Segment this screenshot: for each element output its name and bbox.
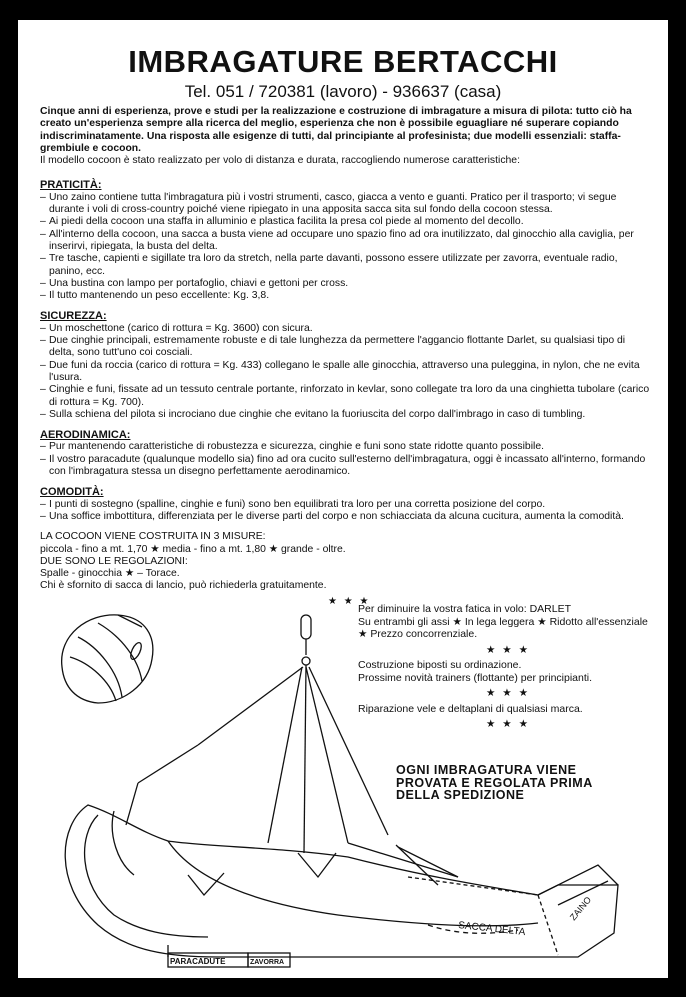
comodita-list [40, 499, 652, 524]
intro-bold-paragraph: Cinque anni di esperienza, prove e studi per la realizzazione e costruzione di imbragature a misura di pilota: tutto ciò ha creato un'esperienza sempre alla ricerca del meglio, esperienza che non è possibile eguagliare né superare copiando indiscriminatamente. Una risposta alle esigenze di tutti, dal principiante al profesinista; due modelli essenziali: staffa-grembiule e cocoon. [40, 106, 632, 154]
verified-line: DELLA SPEDIZIONE [396, 788, 525, 802]
aerodinamica-list [40, 441, 652, 478]
section-heading-praticita: PRATICITÀ: [40, 179, 102, 192]
stars-divider: ★ ★ ★ [485, 718, 531, 730]
intro-paragraph: Il modello cocoon è stato realizzato per volo di distanza e durata, raccogliendo numerose caratteristiche: [40, 155, 520, 167]
list-item: – Una bustina con lampo per portafoglio, chiavi e gettoni per cross. [40, 278, 652, 290]
list-item: – Un moschettone (carico di rottura = Kg. 3600) con sicura. [40, 323, 652, 335]
section-heading-aerodinamica: AERODINAMICA: [40, 429, 131, 442]
sizes-heading: LA COCOON VIENE COSTRUITA IN 3 MISURE: [40, 531, 266, 543]
page-title: IMBRAGATURE BERTACCHI [128, 44, 558, 79]
carabiner-drawing [301, 615, 311, 665]
list-item: – Due funi da roccia (carico di rottura = Kg. 433) collegano le spalle alle ginocchia, attraverso una puleggina, in nylon, che ne evita l'usura. [40, 360, 652, 385]
section-heading-sicurezza: SICUREZZA: [40, 310, 107, 323]
sicurezza-list [40, 323, 652, 421]
custom-note: Costruzione biposti su ordinazione. [358, 659, 522, 671]
stars-divider: ★ ★ ★ [485, 643, 531, 656]
verified-line: PROVATA E REGOLATA PRIMA [396, 775, 593, 790]
list-item: – Sulla schiena del pilota si incrociano due cinghie che evitano la fuoriuscita del corpo dall'imbrago in caso di tumbling. [40, 409, 652, 421]
darlet-line: Per diminuire la vostra fatica in volo: DARLET [358, 603, 571, 615]
parachute-pack-drawing [62, 615, 153, 703]
verification-statement [396, 764, 593, 802]
darlet-detail: Su entrambi gli assi ★ In lega leggera ★ Ridotto all'essenziale ★ Prezzo concorrenziale. [358, 615, 648, 640]
list-item: – Due cinghie principali, estremamente robuste e di tale lunghezza da permettere l'aggancio flottante Darlet, su qualsiasi tipo di delta, sono tutt'uno coi cosciali. [40, 335, 652, 360]
label-zaino: ZAINO [567, 894, 594, 923]
list-item: – Una soffice imbottitura, differenziata per le diverse parti del corpo e non schiacciata da alcuna cucitura, aumenta la comodità. [40, 511, 652, 523]
list-item: – All'interno della cocoon, una sacca a busta viene ad occupare uno spazio fino ad ora inutilizzato, dal ginocchio alla caviglia, per inserirvi, ripiegata, la busta del delta. [40, 229, 652, 254]
advertisement-page [18, 20, 668, 978]
side-notes [358, 603, 658, 734]
verified-line: OGNI IMBRAGATURA VIENE [396, 763, 577, 777]
list-item: – I punti di sostegno (spalline, cinghie e funi) sono ben equilibrati tra loro per una corretta posizione del corpo. [40, 499, 652, 511]
list-item: – Tre tasche, capienti e sigillate tra loro da stretch, nella parte davanti, possono essere utilizzate per zavorra, eventuale radio, panino, ecc. [40, 253, 652, 278]
label-paracadute: PARACADUTE [170, 957, 226, 966]
list-item: – Uno zaino contiene tutta l'imbragatura più i vostri strumenti, casco, giacca a vento e guanti. Pratico per il trasporto; vi segue durante i voli di cross-country poiché viene ripiegato in una apposita sacca sita sul fondo della cocoon stessa. [40, 192, 652, 217]
adjustments-text: Spalle - ginocchia ★ – Torace. [40, 568, 180, 580]
list-item: – Pur mantenendo caratteristiche di robustezza e sicurezza, cinghie e funi sono state ridotte quanto possibile. [40, 441, 652, 453]
cocoon-body-drawing [65, 805, 618, 967]
label-sacca-delta: SACCA DELTA [457, 920, 526, 939]
sizes-text: piccola - fino a mt. 1,70 ★ media - fino a mt. 1,80 ★ grande - oltre. [40, 543, 346, 555]
list-item: – Il tutto mantenendo un peso eccellente: Kg. 3,8. [40, 290, 652, 302]
section-heading-comodita: COMODITÀ: [40, 486, 104, 499]
adjustments-heading: DUE SONO LE REGOLAZIONI: [40, 555, 188, 567]
repair-note: Riparazione vele e deltaplani di qualsiasi marca. [358, 702, 583, 715]
label-zavorra: ZAVORRA [250, 959, 285, 966]
list-item: – Il vostro paracadute (qualunque modello sia) fino ad ora cucito sull'esterno dell'imbragatura, oggi è incassato all'interno, formando con l'imbragatura stessa un disegno perfettamente aerodinamico. [40, 454, 652, 479]
list-item: – Ai piedi della cocoon una staffa in alluminio e plastica facilita la presa col piede al momento del decollo. [40, 216, 652, 228]
chute-note: Chi è sfornito di sacca di lancio, può richiederla gratuitamente. [40, 580, 327, 592]
trainers-note: Prossime novità trainers (flottante) per principianti. [358, 671, 593, 684]
stars-divider: ★ ★ ★ [485, 687, 531, 699]
list-item: – Cinghie e funi, fissate ad un tessuto centrale portante, rinforzato in kevlar, sono collegate tra loro da una cinghietta tubolare (carico di rottura = Kg. 700). [40, 384, 652, 409]
header-stars: ★ ★ ★ [328, 596, 371, 607]
praticita-list [40, 192, 652, 303]
phone-numbers: Tel. 051 / 720381 (lavoro) - 936637 (casa) [184, 82, 502, 101]
description-body [40, 106, 652, 593]
